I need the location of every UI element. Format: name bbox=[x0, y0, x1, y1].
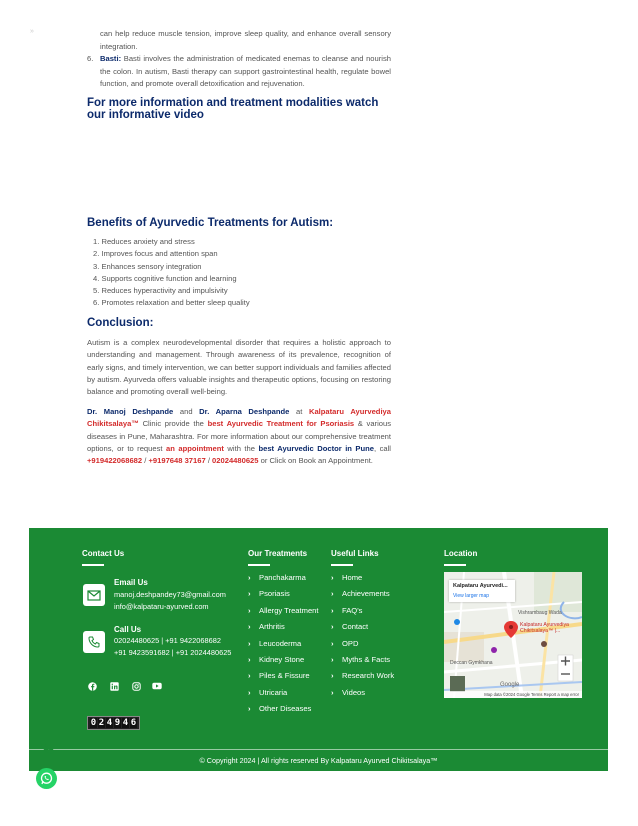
chevron-right-icon: › bbox=[248, 671, 251, 681]
email-link[interactable]: manoj.deshpandey73@gmail.com bbox=[114, 590, 226, 599]
treatment-list bbox=[87, 53, 391, 91]
chevron-right-icon: › bbox=[248, 605, 251, 615]
list-item: 3. Enhances sensory integration bbox=[93, 261, 202, 271]
phone-link[interactable]: +919422068682 bbox=[87, 456, 143, 466]
floating-phone-icon[interactable] bbox=[40, 740, 54, 754]
doctor-name-link[interactable]: Dr. Aparna Deshpande bbox=[199, 407, 290, 416]
map-place-label: Deccan Gymkhana bbox=[450, 660, 493, 666]
heading-underline bbox=[82, 564, 104, 566]
benefits-heading: Benefits of Ayurvedic Treatments for Autism: bbox=[87, 217, 334, 229]
chevron-right-icon: › bbox=[248, 589, 251, 599]
chevron-right-icon: › bbox=[331, 687, 334, 697]
chevron-right-icon: › bbox=[331, 605, 334, 615]
chevron-right-icon: › bbox=[331, 671, 334, 681]
counter-digit: 4 bbox=[106, 718, 113, 728]
conclusion-heading: Conclusion: bbox=[87, 317, 154, 329]
chevron-right-icon: › bbox=[248, 687, 251, 697]
benefits-list bbox=[93, 236, 250, 310]
map-info-card bbox=[449, 580, 515, 602]
chevron-right-icon: › bbox=[331, 573, 334, 582]
chevron-right-icon: › bbox=[331, 622, 334, 632]
call-title: Call Us bbox=[114, 625, 142, 634]
phone-icon bbox=[83, 631, 105, 653]
chevron-right-icon: › bbox=[331, 638, 334, 648]
list-item: 2. Improves focus and attention span bbox=[93, 249, 218, 259]
chevron-right-icon: › bbox=[248, 704, 251, 714]
email-title: Email Us bbox=[114, 578, 148, 587]
linkedin-icon[interactable] bbox=[109, 681, 119, 691]
list-number: 6. bbox=[87, 54, 94, 63]
article-list-continuation bbox=[87, 28, 391, 91]
doctor-name-link[interactable]: Dr. Manoj Deshpande bbox=[87, 407, 174, 416]
chevron-right-icon: › bbox=[331, 589, 334, 599]
list-text: Basti involves the administration of medicated enemas to cleanse and nourish the colon. In autism, Basti therapy can support gastrointestinal health, regulate bowel function, and promote overall detoxification and rejuvenation. bbox=[100, 54, 391, 88]
contact-heading: Contact Us bbox=[82, 549, 125, 558]
email-icon bbox=[83, 584, 105, 606]
contact-paragraph: Dr. Manoj Deshpande and Dr. Aparna Deshpande at Kalpataru Ayurvediya Chikitsalaya™ Clinic provide the best Ayurvedic Treatment for Psoriasis & various diseases in Pune, Maharashtra. For more information about our comprehensive treatment options, or to request an appointment with the best Ayurvedic Doctor in Pune, call +919422068682 / +9197648 37167 / 02024480625 or Click on Book an Appointment. bbox=[87, 407, 392, 466]
chevron-right-icon: › bbox=[248, 622, 251, 632]
list-term: Basti: bbox=[100, 54, 122, 63]
instagram-icon[interactable] bbox=[131, 681, 141, 691]
site-footer: Contact Us Email Us manoj.deshpandey73@gmail.com info@kalpataru-ayurved.com Call Us 02024480625 | +91 9422068682 +91 9423591682 | +91 2024480625 0 2 4 9 4 6 Our Treatments › Panchakarma › Psoriasis › Allergy Treatment › Arthritis › Leucoderma › Kidney Stone › Piles & Fissure › Utricaria › Other Diseases Useful Links › Home › Achievements › FAQ's › Contact › OPD › Myths & Facts › Research Work › Videos Location Kalpataru Ayurvedi... View larger map Kalpataru Ayurvediya Chikitsalaya™ |... Vishrambaug Wada Deccan Gymkhana Google Map data ©2024 Google Terms Report a map error © Copyright 2024 | All rights reserved By Kalpataru Ayurved Chikitsalaya™ bbox=[29, 528, 608, 771]
decorative-mark: » bbox=[30, 28, 34, 35]
phone-link[interactable]: 02024480625 | +91 9422068682 bbox=[114, 636, 221, 645]
map-attribution: Map data ©2024 Google Terms Report a map error bbox=[444, 691, 582, 698]
heading-underline bbox=[331, 564, 353, 566]
visitor-counter bbox=[87, 716, 140, 730]
video-heading: For more information and treatment modalities watch our informative video bbox=[87, 97, 379, 121]
chevron-right-icon: › bbox=[248, 573, 251, 582]
phone-link[interactable]: 02024480625 bbox=[212, 456, 259, 466]
chevron-right-icon: › bbox=[331, 655, 334, 664]
counter-digit: 2 bbox=[98, 718, 105, 728]
chevron-right-icon: › bbox=[248, 638, 251, 648]
best-doctor-link[interactable]: best Ayurvedic Doctor in Pune bbox=[258, 443, 374, 453]
clinic-link[interactable]: Kalpataru Ayurvediya Chikitsalaya™ bbox=[87, 407, 391, 429]
phone-link[interactable]: +9197648 37167 bbox=[148, 456, 206, 466]
chevron-right-icon: › bbox=[248, 655, 251, 664]
list-item: 6. Promotes relaxation and better sleep quality bbox=[93, 298, 250, 308]
whatsapp-icon[interactable] bbox=[36, 768, 57, 789]
heading-underline bbox=[444, 564, 466, 566]
map-pin-label: Kalpataru Ayurvediya Chikitsalaya™ |... bbox=[520, 622, 569, 634]
email-link[interactable]: info@kalpataru-ayurved.com bbox=[114, 602, 209, 611]
phone-link[interactable]: +91 9423591682 | +91 2024480625 bbox=[114, 648, 232, 657]
copyright-text: © Copyright 2024 | All rights reserved By Kalpataru Ayurved Chikitsalaya™ bbox=[199, 756, 438, 765]
links-heading: Useful Links bbox=[331, 549, 379, 558]
list-item: 4. Supports cognitive function and learning bbox=[93, 273, 237, 283]
counter-digit: 6 bbox=[130, 718, 137, 728]
facebook-icon[interactable] bbox=[87, 681, 97, 691]
map-place-title: Kalpataru Ayurvedi... bbox=[453, 583, 508, 589]
google-logo: Google bbox=[500, 682, 520, 688]
list-item: 5. Reduces hyperactivity and impulsivity bbox=[93, 286, 228, 296]
location-heading: Location bbox=[444, 549, 478, 558]
list-item-5-continuation: can help reduce muscle tension, improve sleep quality, and enhance overall sensory integration. bbox=[100, 29, 391, 51]
conclusion-paragraph: Autism is a complex neurodevelopmental disorder that requires a holistic approach to understanding and management. Through awareness of its prevalence, recognition of early signs, and timely intervention, we can better support individuals and families affected by autism. Ayurveda offers valuable insights and therapeutic options, focusing on restoring balance and promoting overall well-being. bbox=[87, 338, 391, 397]
appointment-link[interactable]: an appointment bbox=[166, 443, 224, 453]
view-larger-map-link[interactable]: View larger map bbox=[453, 593, 490, 599]
counter-digit: 0 bbox=[90, 718, 97, 728]
map-place-label: Vishrambaug Wada bbox=[518, 610, 562, 616]
footer-divider bbox=[29, 749, 608, 750]
counter-digit: 9 bbox=[114, 718, 121, 728]
heading-underline bbox=[248, 564, 270, 566]
list-item: 1. Reduces anxiety and stress bbox=[93, 237, 195, 246]
location-map[interactable] bbox=[444, 572, 582, 698]
psoriasis-treatment-link[interactable]: best Ayurvedic Treatment for Psoriasis bbox=[207, 419, 355, 429]
youtube-icon[interactable] bbox=[152, 681, 162, 691]
treatments-heading: Our Treatments bbox=[248, 549, 308, 558]
list-item-basti bbox=[87, 53, 391, 91]
counter-digit: 4 bbox=[122, 718, 129, 728]
